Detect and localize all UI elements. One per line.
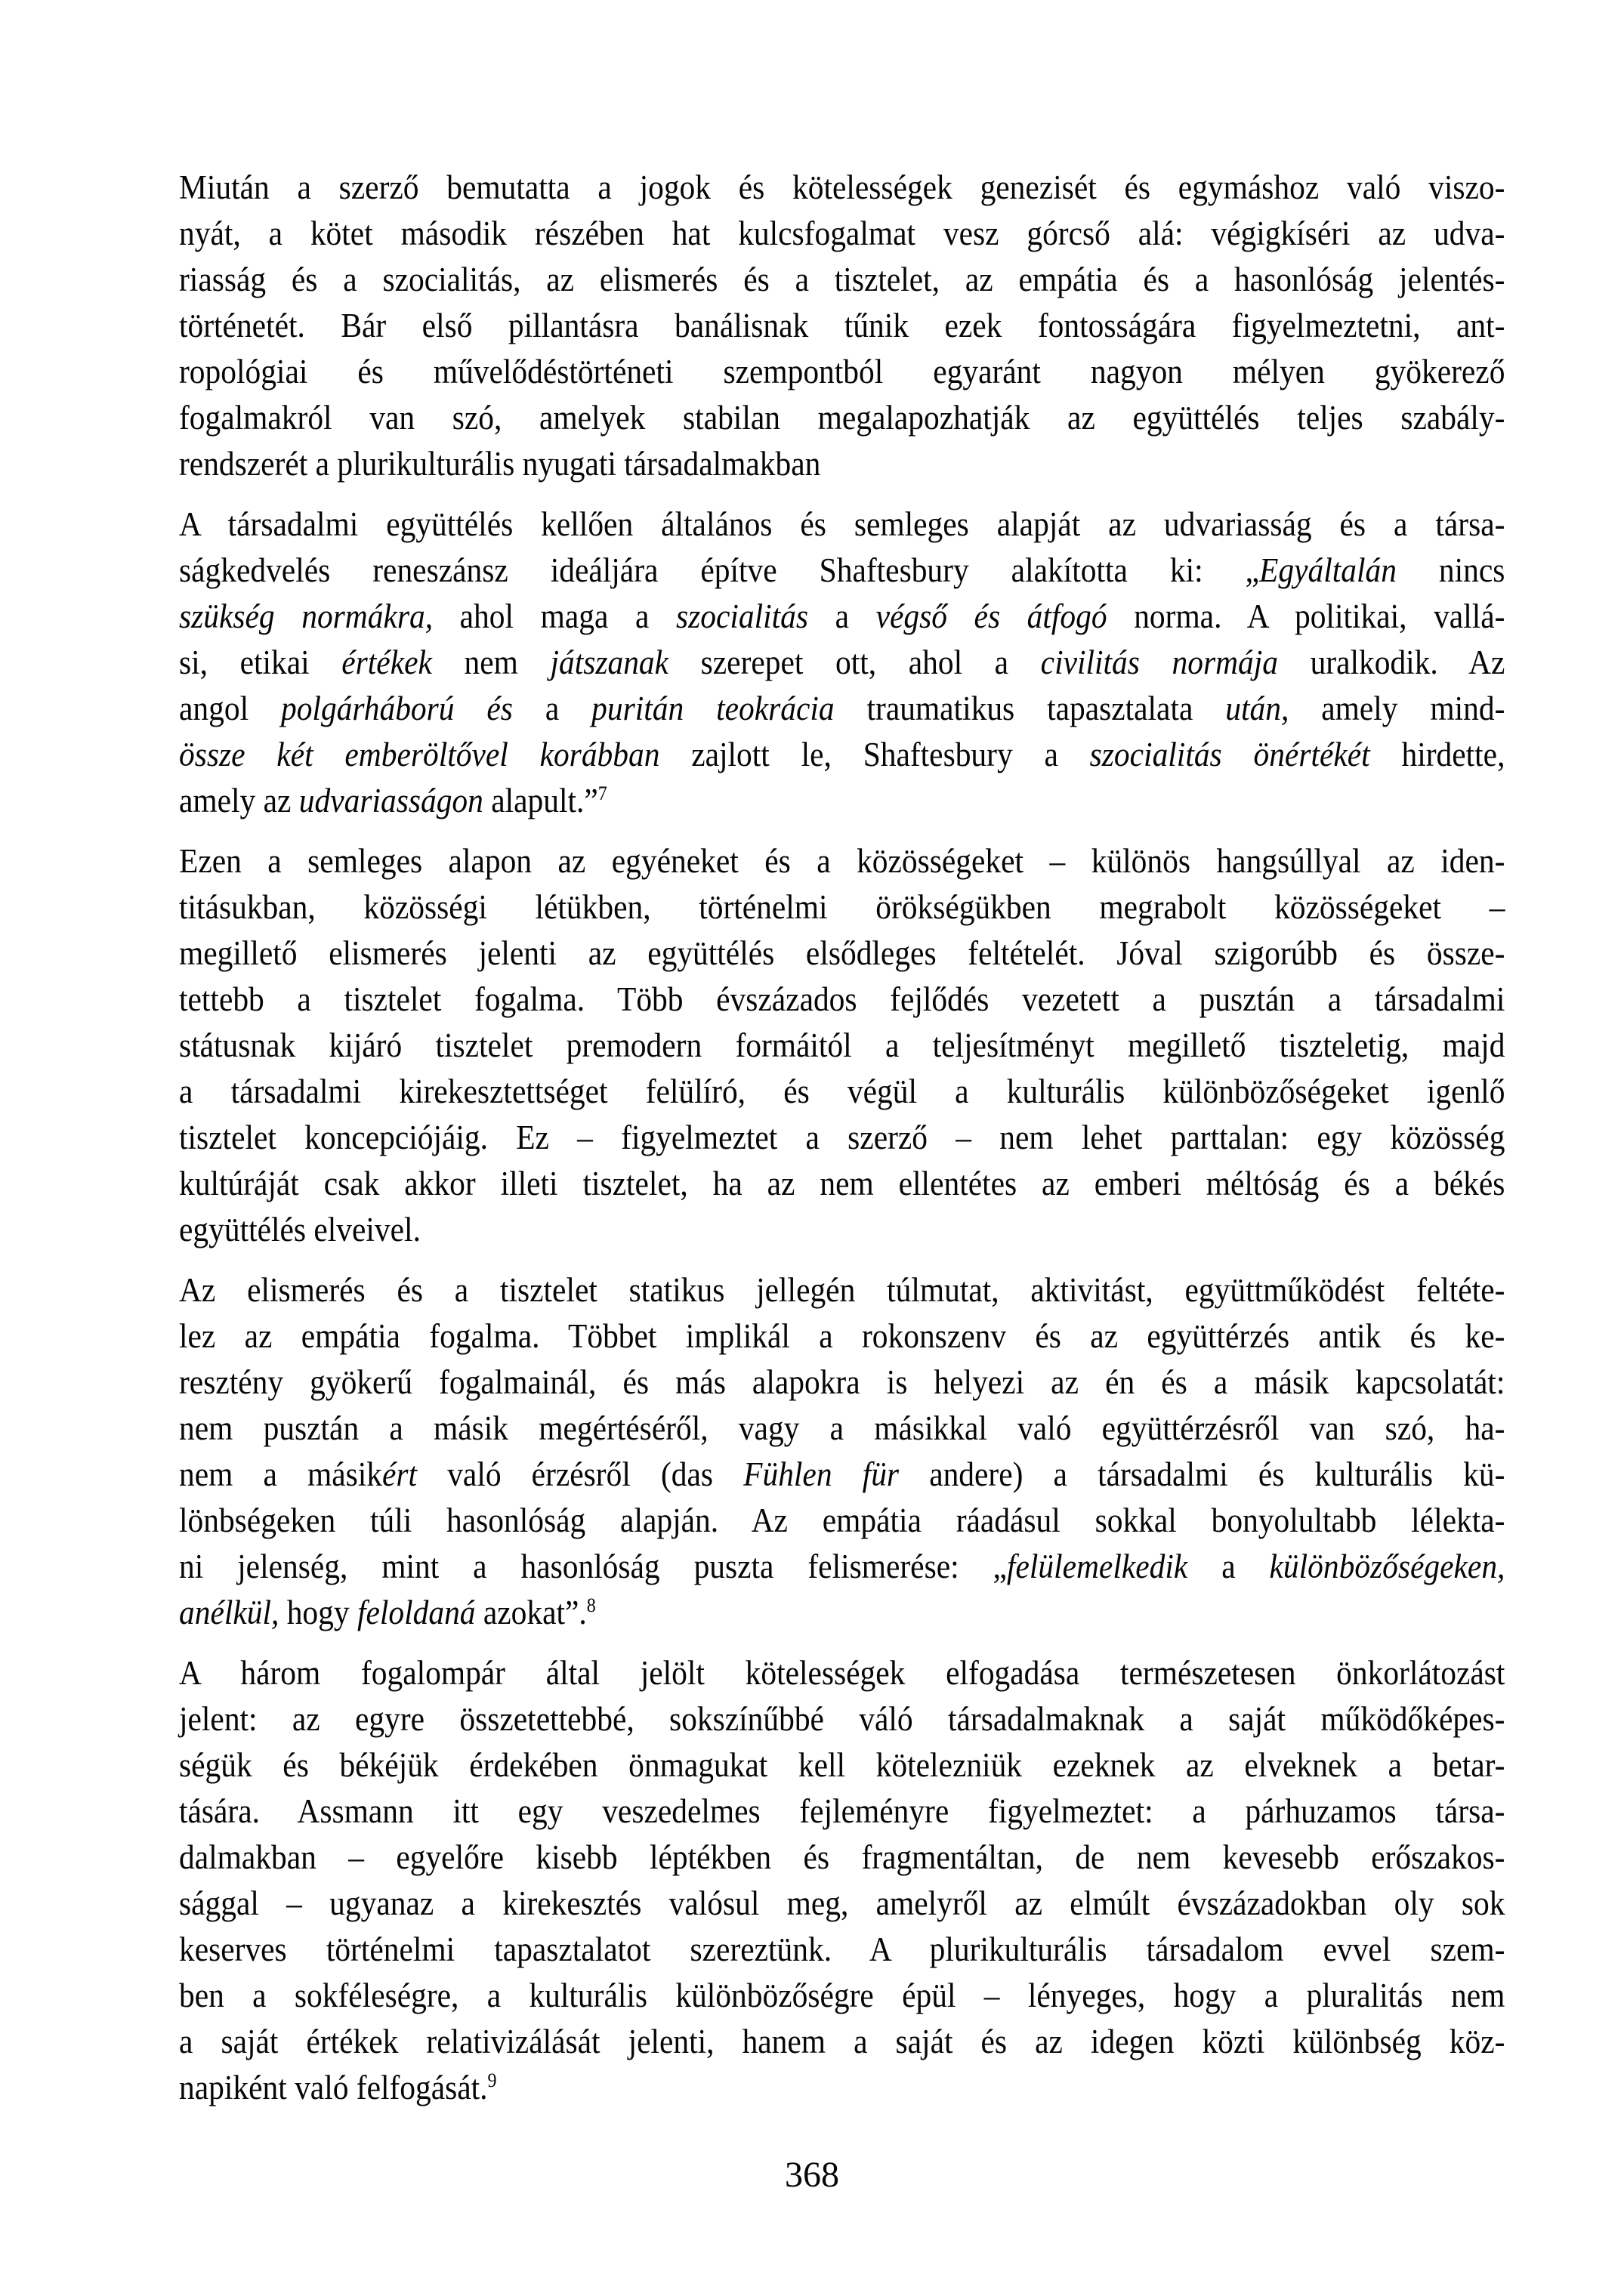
text-segment: Az elismerés és a tisztelet statikus jellegén túlmutat, aktivitást, együttműködést feltéte- <box>179 1271 1505 1309</box>
text-line <box>179 884 1505 930</box>
text-segment: tettebb a tisztelet fogalma. Több évszázados fejlődés vezetett a pusztán a társadalmi <box>179 980 1505 1018</box>
text-line <box>179 1544 1505 1590</box>
text-segment: alapult.” <box>483 782 598 819</box>
text-segment: amely mind- <box>1289 690 1505 727</box>
italic-text: puritán teokrácia <box>591 690 835 727</box>
text-line <box>179 686 1505 732</box>
italic-text: játszanak <box>550 643 669 681</box>
text-segment: resztény gyökerű fogalmainál, és más alapokra is helyezi az én és a másik kapcsolatát: <box>179 1363 1505 1401</box>
text-segment: norma. A politikai, vallá- <box>1107 597 1505 635</box>
text-segment: ni jelenség, mint a hasonlóság puszta felismerése: „ <box>179 1548 1007 1585</box>
text-segment: nem a másik <box>179 1455 383 1493</box>
text-line <box>179 1023 1505 1069</box>
text-segment: A három fogalompár által jelölt kötelességek elfogadása természetesen önkorlátozást <box>179 1654 1505 1692</box>
italic-text: végső és átfogó <box>875 597 1107 635</box>
text-segment: Ezen a semleges alapon az egyéneket és a közösségeket – különös hangsúllyal az iden- <box>179 842 1505 880</box>
text-segment: lez az empátia fogalma. Többet implikál a rokonszenv és az együttérzés antik és ke- <box>179 1317 1505 1355</box>
italic-text: különbözőségeken, <box>1269 1548 1505 1585</box>
text-line <box>179 1069 1505 1115</box>
text-segment: tisztelet koncepciójáig. Ez – figyelmeztet a szerző – nem lehet parttalan: egy közösség <box>179 1119 1505 1156</box>
text-segment: napiként való felfogását. <box>179 2069 488 2106</box>
text-line <box>179 165 1505 211</box>
text-line <box>179 1696 1505 1742</box>
text-segment: lönbségeken túli hasonlóság alapján. Az empátia ráadásul sokkal bonyolultabb lélekta- <box>179 1501 1505 1539</box>
text-line <box>179 1498 1505 1544</box>
body-text <box>179 165 1505 2111</box>
text-line <box>179 1973 1505 2019</box>
text-segment: riasság és a szocialitás, az elismerés és a tisztelet, az empátia és a hasonlóság jelentés- <box>179 261 1505 298</box>
text-line <box>179 257 1505 303</box>
text-line <box>179 1452 1505 1498</box>
text-segment: való érzésről (das <box>417 1455 744 1493</box>
text-segment: a <box>1187 1548 1270 1585</box>
text-segment: nyát, a kötet második részében hat kulcsfogalmat vesz górcső alá: végigkíséri az udva- <box>179 214 1505 252</box>
text-line <box>179 2065 1505 2111</box>
text-line <box>179 1207 1505 1253</box>
text-line <box>179 930 1505 977</box>
paragraph <box>179 1267 1505 1636</box>
paragraph <box>179 165 1505 487</box>
italic-text: felülemelkedik <box>1006 1548 1188 1585</box>
text-segment: együttélés elveivel. <box>179 1211 421 1248</box>
text-line <box>179 1835 1505 1881</box>
text-line <box>179 303 1505 349</box>
page-number: 368 <box>785 2155 839 2195</box>
text-segment: Miután a szerző bemutatta a jogok és kötelességek genezisét és egymáshoz való viszo- <box>179 168 1505 206</box>
italic-text: szükség normákra, <box>179 597 434 635</box>
italic-text: értékek <box>341 643 432 681</box>
text-segment: nem pusztán a másik megértéséről, vagy a másikkal való együttérzésről van szó, ha- <box>179 1409 1505 1447</box>
text-line <box>179 501 1505 548</box>
text-line <box>179 1788 1505 1835</box>
text-segment: zajlott le, Shaftesbury a <box>659 736 1090 773</box>
text-segment: megillető elismerés jelenti az együttélés elsődleges feltételét. Jóval szigorúbb és össze- <box>179 934 1505 972</box>
italic-text: szocialitás <box>675 597 808 635</box>
text-segment: ropológiai és művelődéstörténeti szempontból egyaránt nagyon mélyen gyökerező <box>179 353 1505 390</box>
text-line <box>179 977 1505 1023</box>
text-segment: azokat”. <box>475 1594 587 1631</box>
footnote-marker: 7 <box>597 782 607 804</box>
italic-text: össze két emberöltővel korábban <box>179 736 660 773</box>
text-segment: andere) a társadalmi és kulturális kü- <box>899 1455 1505 1493</box>
italic-text: civilitás normája <box>1040 643 1278 681</box>
text-line <box>179 2019 1505 2065</box>
italic-text: Fühlen für <box>743 1455 900 1493</box>
italic-text: Egyáltalán <box>1259 551 1397 589</box>
text-line <box>179 1359 1505 1406</box>
footnote-marker: 9 <box>487 2069 497 2091</box>
text-line <box>179 1115 1505 1161</box>
text-segment: fogalmakról van szó, amelyek stabilan megalapozhatják az együttélés teljes szabály- <box>179 399 1505 437</box>
text-line <box>179 1742 1505 1788</box>
text-segment: történetét. Bár első pillantásra banálisnak tűnik ezek fontosságára figyelmeztetni, ant- <box>179 307 1505 344</box>
text-line <box>179 1927 1505 1973</box>
text-line <box>179 441 1505 487</box>
text-segment: szerepet ott, ahol a <box>668 643 1041 681</box>
text-segment: tására. Assmann itt egy veszedelmes fejleményre figyelmeztet: a párhuzamos társa- <box>179 1792 1505 1830</box>
text-segment: hirdette, <box>1369 736 1505 773</box>
text-segment: angol <box>179 690 281 727</box>
text-segment: a társadalmi kirekesztettséget felülíró, és végül a kulturális különbözőségeket igenlő <box>179 1072 1505 1110</box>
text-line <box>179 1881 1505 1927</box>
text-line <box>179 1267 1505 1313</box>
text-segment: státusnak kijáró tisztelet premodern formáitól a teljesítményt megillető tiszteletig, majd <box>179 1026 1505 1064</box>
text-line <box>179 640 1505 686</box>
text-segment: amely az <box>179 782 299 819</box>
text-segment: ben a sokféleségre, a kulturális különbözőségre épül – lényeges, hogy a pluralitás nem <box>179 1977 1505 2014</box>
paragraph <box>179 838 1505 1253</box>
text-line <box>179 778 1505 824</box>
italic-text: polgárháború és <box>280 690 513 727</box>
text-segment: titásukban, közösségi létükben, történelmi örökségükben megrabolt közösségeket – <box>179 888 1505 926</box>
text-segment: traumatikus tapasztalata <box>834 690 1226 727</box>
text-segment: ségük és békéjük érdekében önmagukat kell kötelezniük ezeknek az elveknek a betar- <box>179 1746 1505 1784</box>
text-segment: ahol maga a <box>433 597 676 635</box>
text-line <box>179 1650 1505 1696</box>
text-line <box>179 395 1505 441</box>
italic-text: után, <box>1225 690 1289 727</box>
text-line <box>179 594 1505 640</box>
text-line <box>179 732 1505 778</box>
paragraph <box>179 1650 1505 2111</box>
footnote-marker: 8 <box>586 1594 596 1616</box>
paragraph <box>179 501 1505 824</box>
text-segment: keserves történelmi tapasztalatot szereztünk. A plurikulturális társadalom evvel szem- <box>179 1930 1505 1968</box>
text-line <box>179 1406 1505 1452</box>
text-line <box>179 211 1505 257</box>
text-line <box>179 1590 1505 1636</box>
text-segment: rendszerét a plurikulturális nyugati társadalmakban <box>179 445 821 483</box>
text-segment: hogy <box>279 1594 357 1631</box>
text-segment: kultúráját csak akkor illeti tisztelet, ha az nem ellentétes az emberi méltóság és a békés <box>179 1165 1505 1202</box>
text-segment: ságkedvelés reneszánsz ideáljára építve Shaftesbury alakította ki: „ <box>179 551 1260 589</box>
text-segment: a <box>512 690 592 727</box>
italic-text: feloldaná <box>357 1594 476 1631</box>
text-segment: nem <box>431 643 551 681</box>
italic-text: udvariasságon <box>298 782 483 819</box>
italic-text: anélkül, <box>179 1594 279 1631</box>
text-segment: sággal – ugyanaz a kirekesztés valósul meg, amelyről az elmúlt évszázadokban oly sok <box>179 1884 1505 1922</box>
text-segment: a saját értékek relativizálását jelenti, hanem a saját és az idegen közti különbség köz- <box>179 2023 1505 2060</box>
text-line <box>179 1313 1505 1359</box>
text-segment: uralkodik. Az <box>1277 643 1505 681</box>
text-segment: si, etikai <box>179 643 342 681</box>
text-segment: jelent: az egyre összetettebbé, sokszínűbbé váló társadalmaknak a saját működőképes- <box>179 1700 1505 1738</box>
italic-text: szocialitás önértékét <box>1089 736 1370 773</box>
italic-text: ért <box>382 1455 418 1493</box>
text-segment: nincs <box>1396 551 1505 589</box>
text-segment: A társadalmi együttélés kellően általános és semleges alapját az udvariasság és a társa- <box>179 505 1505 543</box>
text-line <box>179 548 1505 594</box>
text-segment: a <box>807 597 876 635</box>
text-line <box>179 1161 1505 1207</box>
text-line <box>179 349 1505 395</box>
text-line <box>179 838 1505 884</box>
text-segment: dalmakban – egyelőre kisebb léptékben és fragmentáltan, de nem kevesebb erőszakos- <box>179 1838 1505 1876</box>
